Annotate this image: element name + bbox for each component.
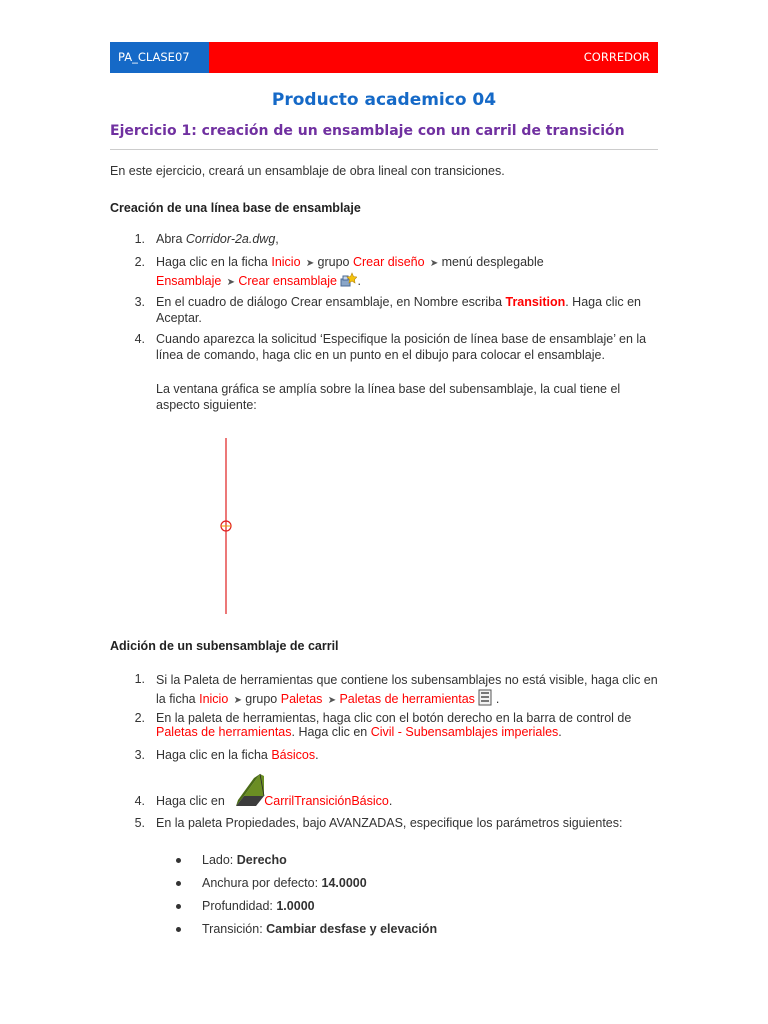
- param-label: Lado:: [202, 853, 237, 867]
- item-number: 1.: [134, 232, 145, 246]
- bullet: [176, 927, 181, 932]
- item-number: 4.: [134, 332, 145, 346]
- item-text: En la paleta Propiedades, bajo AVANZADAS, especifique los parámetros siguientes:: [156, 816, 623, 830]
- link-carril-transicion[interactable]: CarrilTransiciónBásico: [264, 794, 389, 808]
- item-text: Haga clic en la ficha: [156, 255, 272, 269]
- link-inicio[interactable]: Inicio: [199, 692, 229, 706]
- item-number: 2.: [134, 711, 145, 725]
- arrow-right-icon: ➤: [226, 276, 236, 288]
- link-paletas-herramientas[interactable]: Paletas de herramientas: [339, 692, 475, 706]
- file-name: Corridor-2a.dwg: [185, 232, 276, 246]
- item-number: 4.: [134, 794, 145, 808]
- item-text: En el cuadro de diálogo Crear ensamblaje, en Nombre escriba: [156, 295, 506, 309]
- create-assembly-icon[interactable]: [340, 272, 357, 288]
- link-crear-ensamblaje[interactable]: Crear ensamblaje: [238, 273, 337, 288]
- header-topic: CORREDOR: [583, 50, 650, 64]
- bullet: [176, 904, 181, 909]
- param-value: Derecho: [236, 853, 287, 867]
- param-value: 14.0000: [321, 876, 367, 890]
- baseline-marker-icon: [214, 438, 238, 618]
- arrow-right-icon: ➤: [233, 695, 242, 706]
- exercise-title: Ejercicio 1: creación de un ensamblaje con un carril de transición: [110, 123, 625, 139]
- item-text: En la paleta de herramientas, haga clic con el botón derecho en la barra de control de: [156, 711, 632, 725]
- param-label: Profundidad:: [202, 899, 277, 913]
- link-ensamblaje[interactable]: Ensamblaje: [156, 273, 222, 288]
- item-number: 5.: [134, 816, 145, 830]
- intro-text: En este ejercicio, creará un ensamblaje de obra lineal con transiciones.: [110, 164, 505, 178]
- link-civil-subensamblajes[interactable]: Civil - Subensamblajes imperiales: [370, 725, 559, 739]
- arrow-right-icon: ➤: [305, 258, 315, 269]
- divider: [110, 149, 658, 150]
- header-course-code: PA_CLASE07: [110, 42, 209, 73]
- item-number: 2.: [134, 255, 145, 269]
- param-value: Cambiar desfase y elevación: [266, 922, 438, 936]
- transition-lane-icon[interactable]: [234, 772, 266, 808]
- bullet: [176, 881, 181, 886]
- tool-palette-icon[interactable]: [478, 689, 492, 706]
- link-basicos[interactable]: Básicos: [271, 748, 316, 762]
- item-number: 3.: [134, 295, 145, 309]
- section-heading-lane: Adición de un subensamblaje de carril: [110, 639, 339, 653]
- bullet: [176, 858, 181, 863]
- item-text: Si la Paleta de herramientas que contiene los subensamblajes no está visible, haga clic en la ficha: [156, 673, 658, 706]
- arrow-right-icon: ➤: [327, 695, 337, 706]
- link-inicio[interactable]: Inicio: [271, 255, 301, 269]
- item-number: 3.: [134, 748, 145, 762]
- param-label: Anchura por defecto:: [202, 876, 322, 890]
- item-text: Haga clic en: [156, 794, 229, 808]
- link-crear-diseno[interactable]: Crear diseño: [352, 255, 425, 269]
- item-text: Abra: [156, 232, 186, 246]
- note-text: La ventana gráfica se amplía sobre la línea base del subensamblaje, la cual tiene el aspecto siguiente:: [156, 382, 621, 412]
- page-title: Producto academico 04: [271, 90, 497, 110]
- item-text: Cuando aparezca la solicitud ‘Especifique la posición de línea base de ensamblaje’ en la línea de comando, haga clic en un punto en el dibujo para colocar el ensamblaje.: [156, 332, 647, 362]
- param-value: 1.0000: [276, 899, 315, 913]
- assembly-name: Transition: [505, 295, 566, 309]
- link-paletas-herramientas[interactable]: Paletas de herramientas: [156, 725, 292, 739]
- param-label: Transición:: [202, 922, 267, 936]
- item-number: 1.: [134, 672, 145, 686]
- arrow-right-icon: ➤: [429, 258, 439, 269]
- link-paletas[interactable]: Paletas: [280, 692, 323, 706]
- item-text: Haga clic en la ficha: [156, 748, 272, 762]
- header-bar: [110, 42, 658, 73]
- document-page: PA_CLASE07 CORREDOR Producto academico 04 Ejercicio 1: creación de un ensamblaje con un carril de transición En este ejercicio, creará un ensamblaje de obra lineal con transiciones. Creación de una línea base de ensamblaje 1. Abra Corridor-2a.dwg, 2. Haga clic en la ficha Inicio ➤ grupo Crear diseño ➤ menú desplegable Ensamblaje ➤ Crear ensamblaje . 3. En el cuadro de diálogo Crear ensamblaje, en Nombre escriba Transition. Haga clic en Aceptar. 4. Cuando aparezca la solicitud ‘Especifique la posición de línea base de ensamblaje’ en la línea de comando, haga clic en un punto en el dibujo para colocar el ensamblaje. La ventana gráfica se amplía sobre la línea base del subensamblaje, la cual tiene el aspecto siguiente: Adición de un subensamblaje de carril 1. Si la Paleta de herramientas que contiene los subensamblajes no está visible, haga clic en la ficha Inicio ➤ grupo Paletas ➤ Paletas de herramientas . 2. En la paleta de herramientas, haga clic con el botón derecho en la barra de control de Paletas de herramientas. Haga clic en Civil - Subensamblajes imperiales. 3. Haga clic en la ficha Básicos. 4. Haga clic en CarrilTransiciónBásico. 5. En la paleta Propiedades, bajo AVANZADAS, especifique los parámetros siguientes: Lado: Derecho Anchura por defecto: 14.0000 Profundidad: 1.0000 Transición: Cambiar desfase y elevación: [110, 42, 658, 73]
- section-heading-baseline: Creación de una línea base de ensamblaje: [110, 201, 361, 215]
